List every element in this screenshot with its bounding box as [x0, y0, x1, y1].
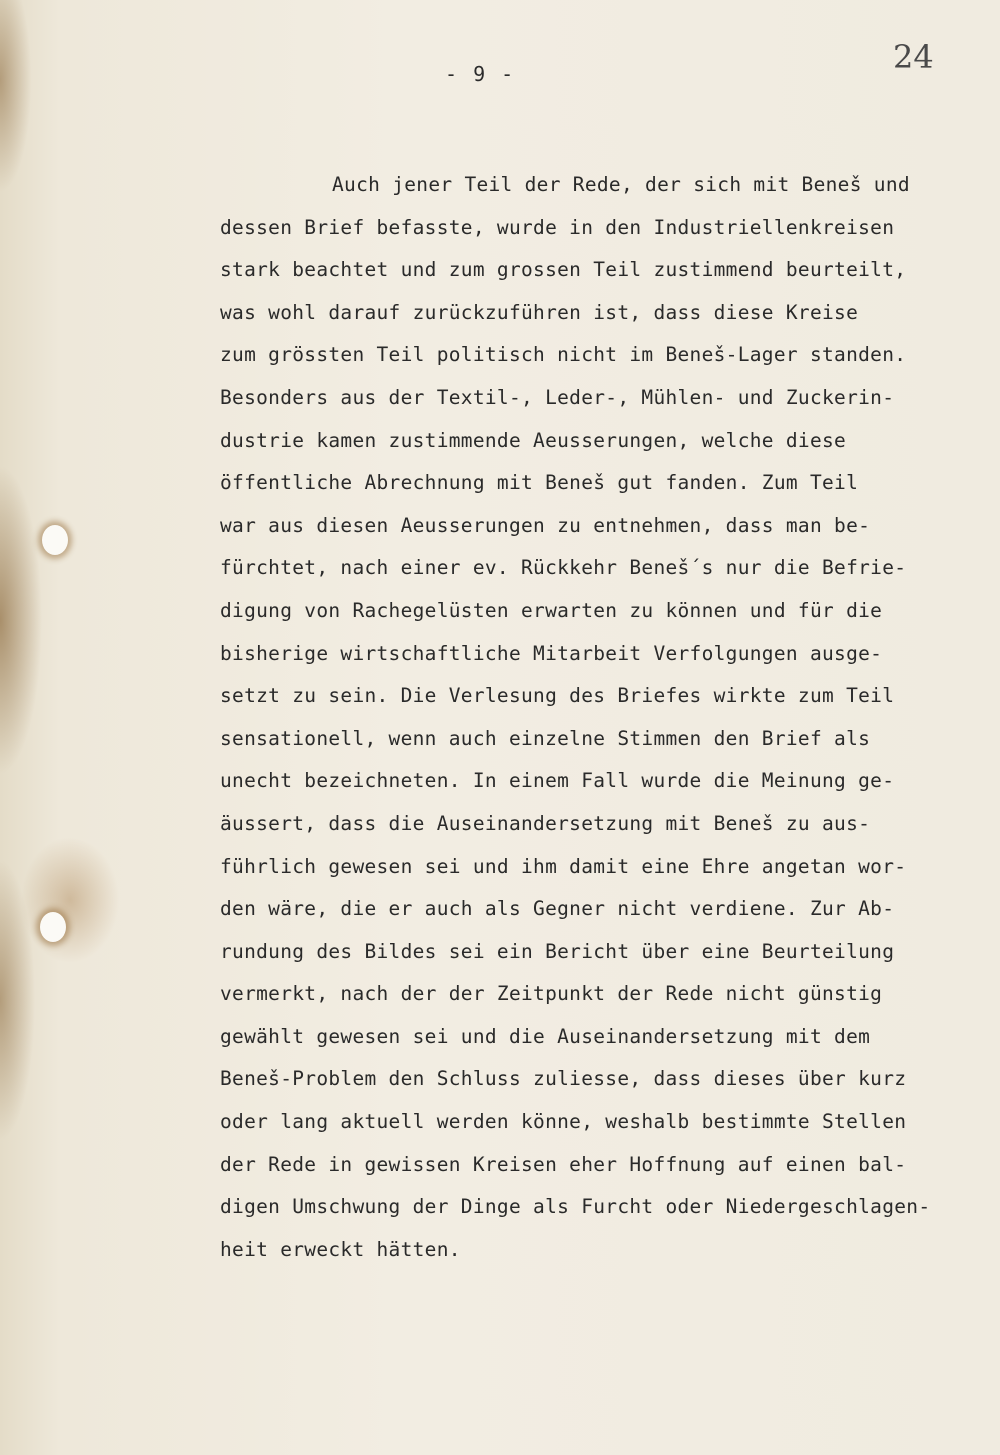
text-line: oder lang aktuell werden könne, weshalb bestimmte Stellen [220, 1110, 907, 1134]
text-line: dustrie kamen zustimmende Aeusserungen, welche diese [220, 428, 847, 452]
page-number: - 9 - [445, 62, 516, 86]
punch-hole-bottom [40, 912, 66, 942]
text-line: stark beachtet und zum grossen Teil zustimmend beurteilt, [220, 258, 907, 282]
text-line: dessen Brief befasste, wurde in den Industriellenkreisen [220, 215, 895, 239]
punch-hole-top [42, 525, 68, 555]
text-line: was wohl darauf zurückzuführen ist, dass diese Kreise [220, 300, 859, 324]
text-line: rundung des Bildes sei ein Bericht über eine Beurteilung [220, 939, 895, 963]
text-line: fürchtet, nach einer ev. Rückkehr Beneš´s nur die Befrie- [220, 556, 907, 580]
body-text [220, 164, 980, 1271]
text-line: Auch jener Teil der Rede, der sich mit Beneš und [332, 173, 910, 196]
text-line: öffentliche Abrechnung mit Beneš gut fanden. Zum Teil [220, 471, 859, 495]
text-line: heit erweckt hätten. [220, 1237, 461, 1261]
text-line: äussert, dass die Auseinandersetzung mit Beneš zu aus- [220, 811, 871, 835]
text-line: der Rede in gewissen Kreisen eher Hoffnung auf einen bal- [220, 1152, 907, 1176]
text-line: den wäre, die er auch als Gegner nicht verdiene. Zur Ab- [220, 897, 895, 921]
text-line: sensationell, wenn auch einzelne Stimmen den Brief als [220, 726, 871, 750]
text-line: setzt zu sein. Die Verlesung des Briefes wirkte zum Teil [220, 684, 895, 708]
text-line: zum grössten Teil politisch nicht im Beneš-Lager standen. [220, 343, 907, 367]
text-line: war aus diesen Aeusserungen zu entnehmen, dass man be- [220, 513, 871, 537]
text-line: vermerkt, nach der der Zeitpunkt der Rede nicht günstig [220, 982, 883, 1006]
text-line: digung von Rachegelüsten erwarten zu können und für die [220, 598, 883, 622]
text-line: Beneš-Problem den Schluss zuliesse, dass dieses über kurz [220, 1067, 907, 1091]
text-line: Besonders aus der Textil-, Leder-, Mühlen- und Zuckerin- [220, 385, 895, 409]
text-line: bisherige wirtschaftliche Mitarbeit Verfolgungen ausge- [220, 641, 883, 665]
text-line: gewählt gewesen sei und die Auseinandersetzung mit dem [220, 1024, 871, 1048]
text-line: digen Umschwung der Dinge als Furcht oder Niedergeschlagen- [220, 1195, 931, 1219]
folio-number: 24 [893, 38, 934, 76]
text-line: führlich gewesen sei und ihm damit eine Ehre angetan wor- [220, 854, 907, 878]
text-line: unecht bezeichneten. In einem Fall wurde die Meinung ge- [220, 769, 895, 793]
